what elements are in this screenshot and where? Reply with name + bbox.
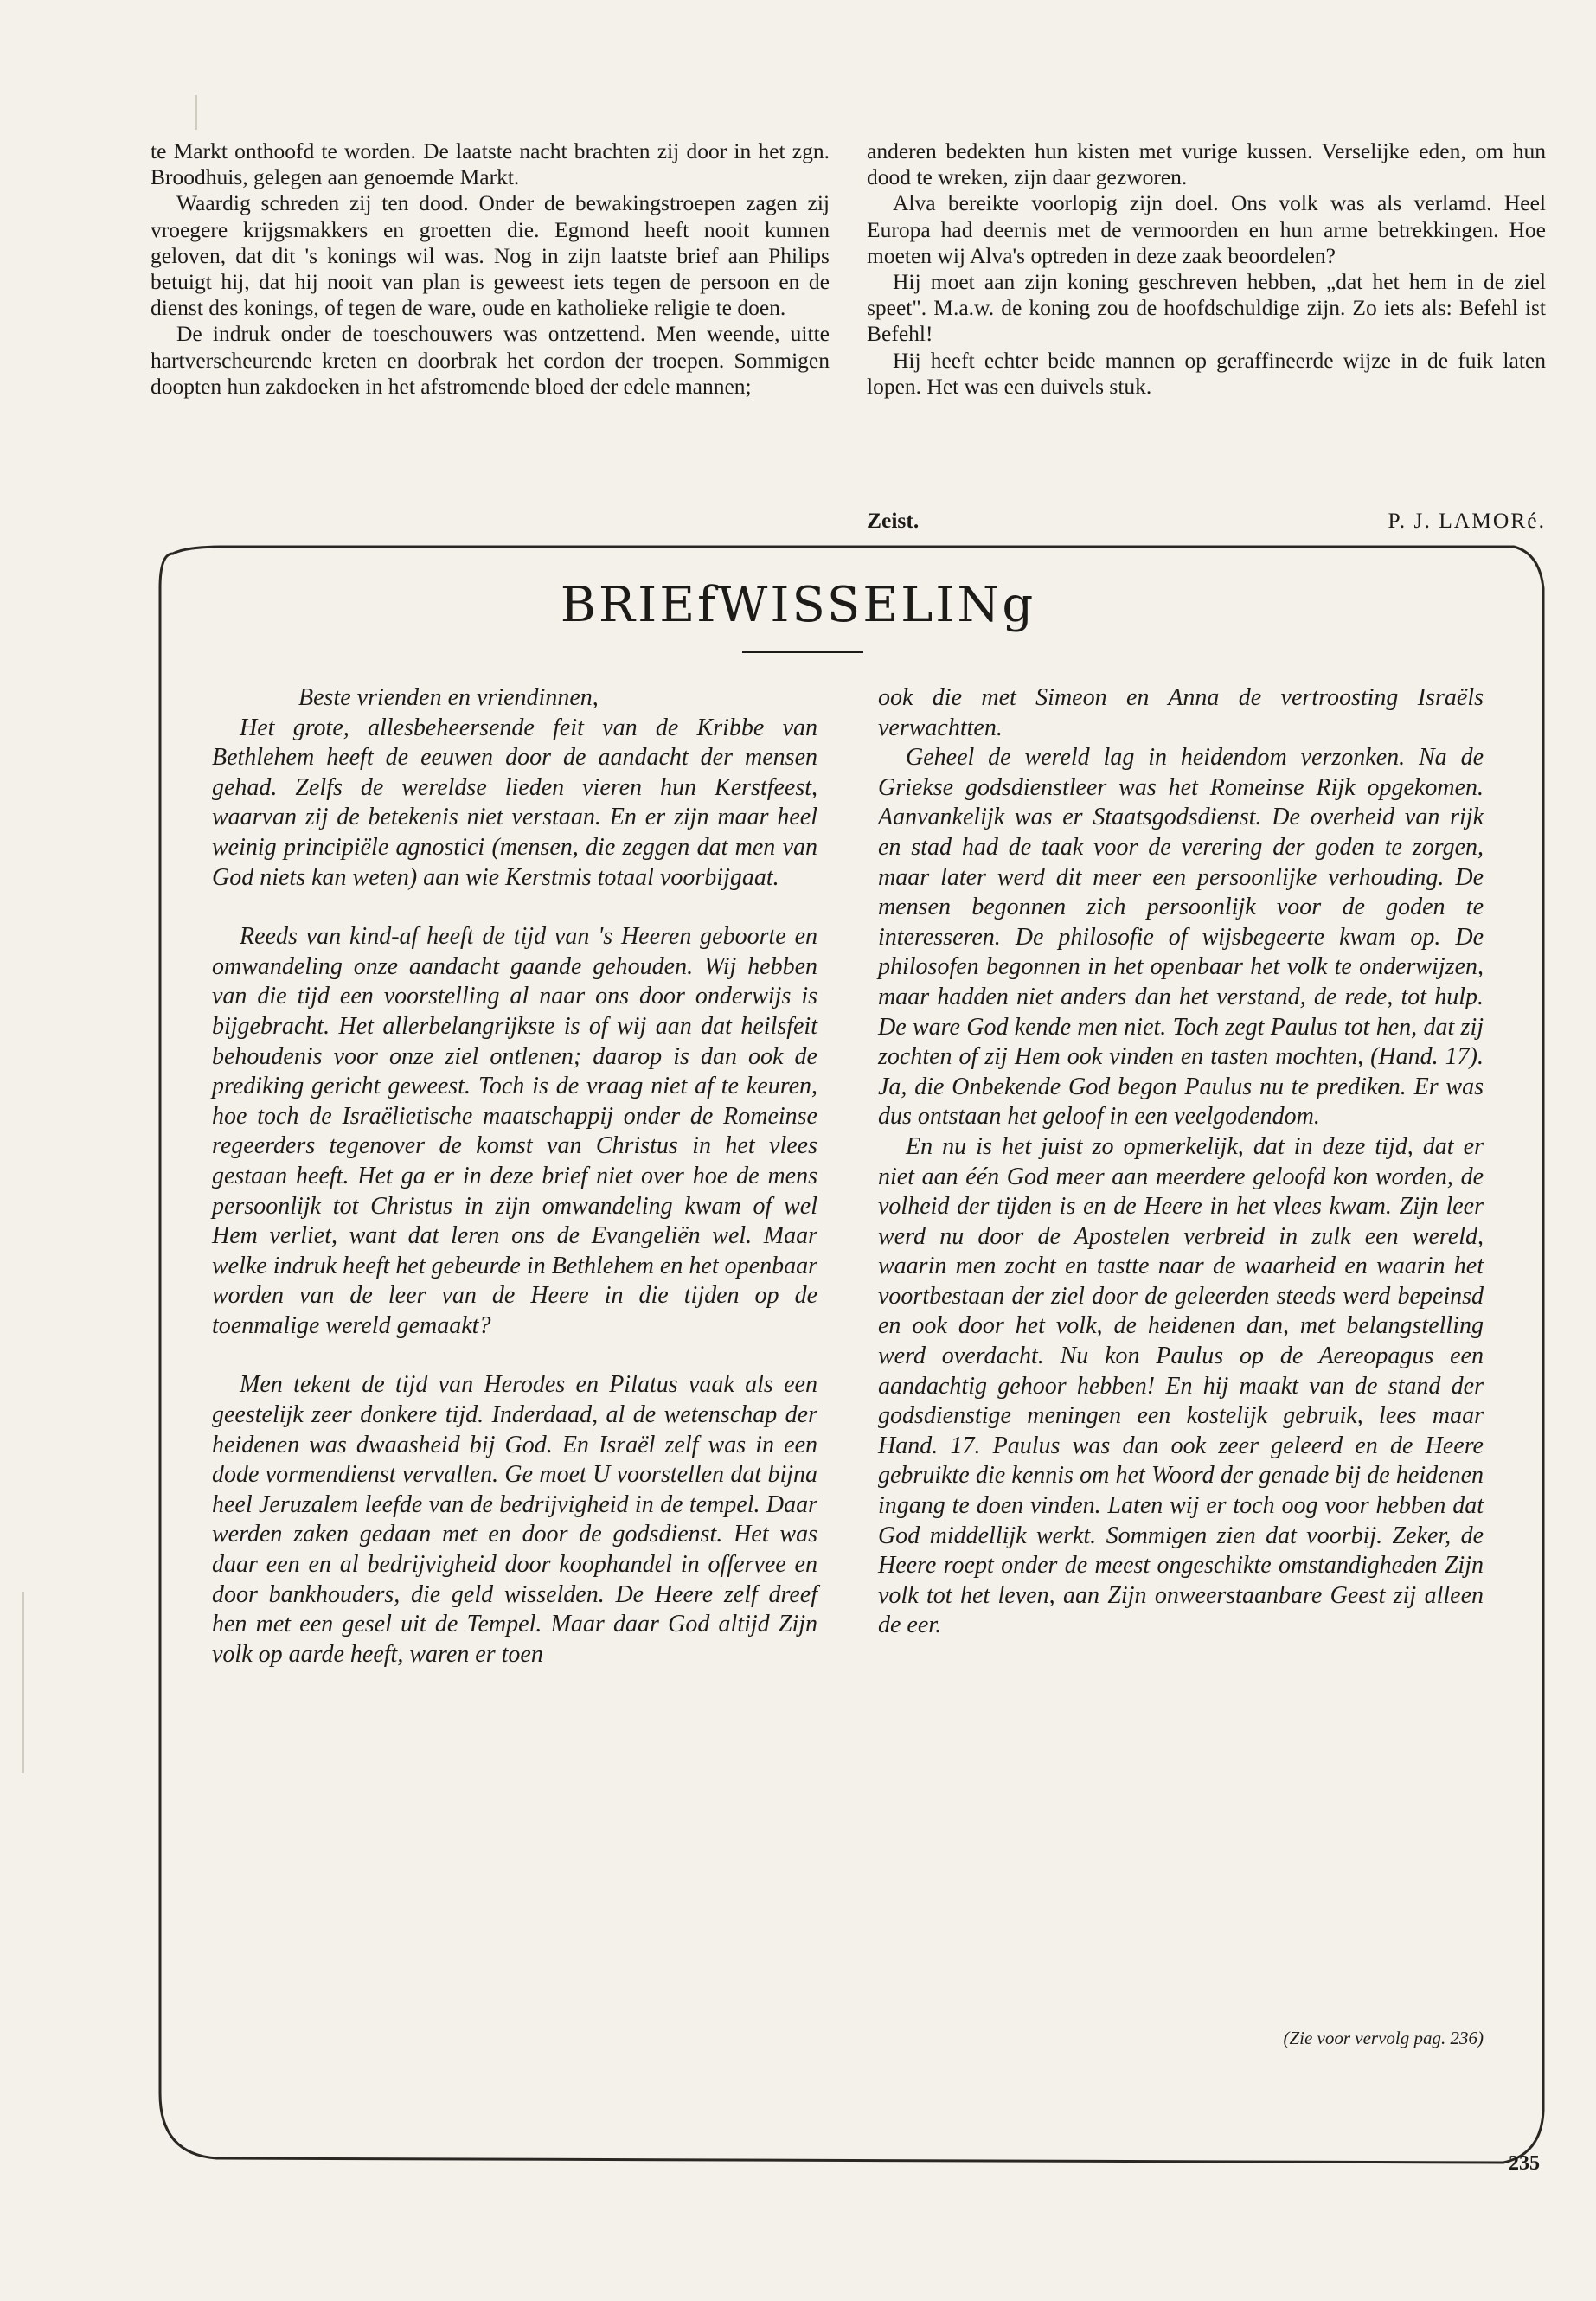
signature-place: Zeist. (867, 508, 920, 533)
heading-underline (742, 651, 863, 653)
letter-paragraph: Men tekent de tijd van Herodes en Pilatus vaak als een geestelijk zeer donkere tijd. Inderdaad, al de wetenschap der heidenen was dwaasheid bij God. En Israël zelf was in een dode vormendienst vervallen. Ge moet U voorstellen dat bijna heel Jeruzalem leefde van de bedrijvigheid in de tempel. Daar werden zaken gedaan met en door de godsdienst. Het was daar een en al bedrijvigheid door koophandel in offervee en door bankhouders, die geld wisselden. De Heere zelf dreef hen met een gesel uit de Tempel. Maar daar God altijd Zijn volk op aarde heeft, waren er toen (212, 1371, 817, 1668)
letter-paragraph: Geheel de wereld lag in heidendom verzonken. Na de Griekse godsdienstleer was het Romeinse Rijk opgekomen. Aanvankelijk was er Staatsgodsdienst. De overheid van rijk en stad had de taak voor de verering der goden te zorgen, maar later werd dit meer een persoonlijke verhouding. De mensen begonnen zich persoonlijk voor de goden te interesseren. De philosofie of wijsbegeerte kwam op. De philosofen begonnen in het openbaar het volk te onderwijzen, maar hadden niet anders dan het verstand, de rede, tot hulp. De ware God kende men niet. Toch zegt Paulus tot hen, dat zij zochten of zij Hem ook vinden en tasten mochten, (Hand. 17). Ja, die Onbekende God begon Paulus nu te prediken. Er was dus ontstaan het geloof in een veelgodendom. (878, 744, 1484, 1131)
article-paragraph: anderen bedekten hun kisten met vurige kussen. Verselijke eden, om hun dood te wreken, zijn daar gezworen. (867, 138, 1546, 190)
letter-left-column (212, 683, 817, 1670)
letter-paragraph: ook die met Simeon en Anna de vertroosting Israëls verwachtten. (878, 684, 1484, 741)
signature-author: P. J. LAMORé. (1388, 508, 1546, 533)
article-paragraph: Alva bereikte voorlopig zijn doel. Ons volk was als verlamd. Heel Europa had deernis met de vermoorden en hun arme betrekkingen. Hoe moeten wij Alva's optreden in deze zaak beoordelen? (867, 190, 1546, 268)
article-paragraph: Hij moet aan zijn koning geschreven hebben, „dat het hem in de ziel speet". M.a.w. de koning zou de hoofdschuldige zijn. Zo iets als: Befehl ist Befehl! (867, 269, 1546, 347)
letter-paragraph: En nu is het juist zo opmerkelijk, dat in deze tijd, dat er niet aan één God meer aan meerdere geloofd kon worden, de volheid der tijden is en de Heere in het vlees kwam. Zijn leer werd nu door de Apostelen verbreid in zulk een wereld, waarin men zocht en tastte naar de waarheid en waarin het voortbestaan der ziel door de geleerden steeds werd bepeinsd en ook door het volk, de heidenen dan, met belangstelling werd overdacht. Nu kon Paulus op de Aereopagus een aandachtig gehoor hebben! En hij maakt van de stand der godsdienstige meningen een kostelijk gebruik, lees maar Hand. 17. Paulus was dan ook zeer geleerd en de Heere gebruikte die kennis om het Woord der genade bij de heidenen ingang te doen vinden. Laten wij er toch oog voor hebben dat God middellijk werkt. Sommigen zien dat voorbij. Zeker, de Heere roept onder de meest ongeschikte omstandigheden Zijn volk tot het leven, aan Zijn onweerstaanbare Geest zij alleen de eer. (878, 1132, 1484, 1639)
salutation: Beste vrienden en vriendinnen, (298, 684, 599, 711)
article-paragraph: Hij heeft echter beide mannen op geraffineerde wijze in de fuik laten lopen. Het was een duivels stuk. (867, 347, 1546, 399)
page-number: 235 (1509, 2152, 1540, 2175)
article-paragraph: te Markt onthoofd te worden. De laatste nacht brachten zij door in het zgn. Broodhuis, gelegen aan genoemde Markt. (151, 138, 830, 190)
article-paragraph: De indruk onder de toeschouwers was ontzettend. Men weende, uitte hartverscheurende kreten en doorbrak het cordon der troepen. Sommigen doopten hun zakdoeken in het afstromende bloed der edele mannen; (151, 321, 830, 399)
letter-paragraph: Reeds van kind-af heeft de tijd van 's Heeren geboorte en omwandeling onze aandacht gaande gehouden. Wij hebben van die tijd een voorstelling al naar ons door onderwijs is bijgebracht. Het allerbelangrijkste is of wij aan dat heilsfeit behoudenis voor onze ziel ontlenen; daarop is dan ook de prediking gericht geweest. Toch is de vraag niet af te keuren, hoe toch de Israëlietische maatschappij onder de Romeinse regeerders tegenover de komst van Christus in het vlees gestaan heeft. Het ga er in deze brief niet over hoe de mens persoonlijk tot Christus in zijn omwandeling kwam of wel Hem verliet, want dat leren ons de Evangeliën wel. Maar welke indruk heeft het gebeurde in Bethlehem en het openbaar worden van de leer van de Heere in die tijden op de toenmalige wereld gemaakt? (212, 923, 817, 1339)
article-paragraph: Waardig schreden zij ten dood. Onder de bewakingstroepen zagen zij vroegere krijgsmakkers en groetten die. Egmond heeft nooit kunnen geloven, dat dit 's konings wil was. Nog in zijn laatste brief aan Philips betuigt hij, dat hij nooit van plan is geweest iets tegen de persoon en de dienst des konings, of tegen de ware, oude en katholieke religie te doen. (151, 190, 830, 321)
letter-right-column (878, 683, 1484, 1641)
continued-note: (Zie voor vervolg pag. 236) (1283, 2028, 1484, 2048)
section-heading: BRIEfWISSELINg (560, 577, 1036, 633)
letter-paragraph: Het grote, allesbeheersende feit van de Kribbe van Bethlehem heeft de eeuwen door de aandacht der mensen gehad. Zelfs de wereldse lieden vieren hun Kerstfeest, waarvan zij de betekenis niet verstaan. En er zijn maar heel weinig principiële agnostici (mensen, die zeggen dat men van God niets kan weten) aan wie Kerstmis totaal voorbijgaat. (212, 714, 817, 891)
